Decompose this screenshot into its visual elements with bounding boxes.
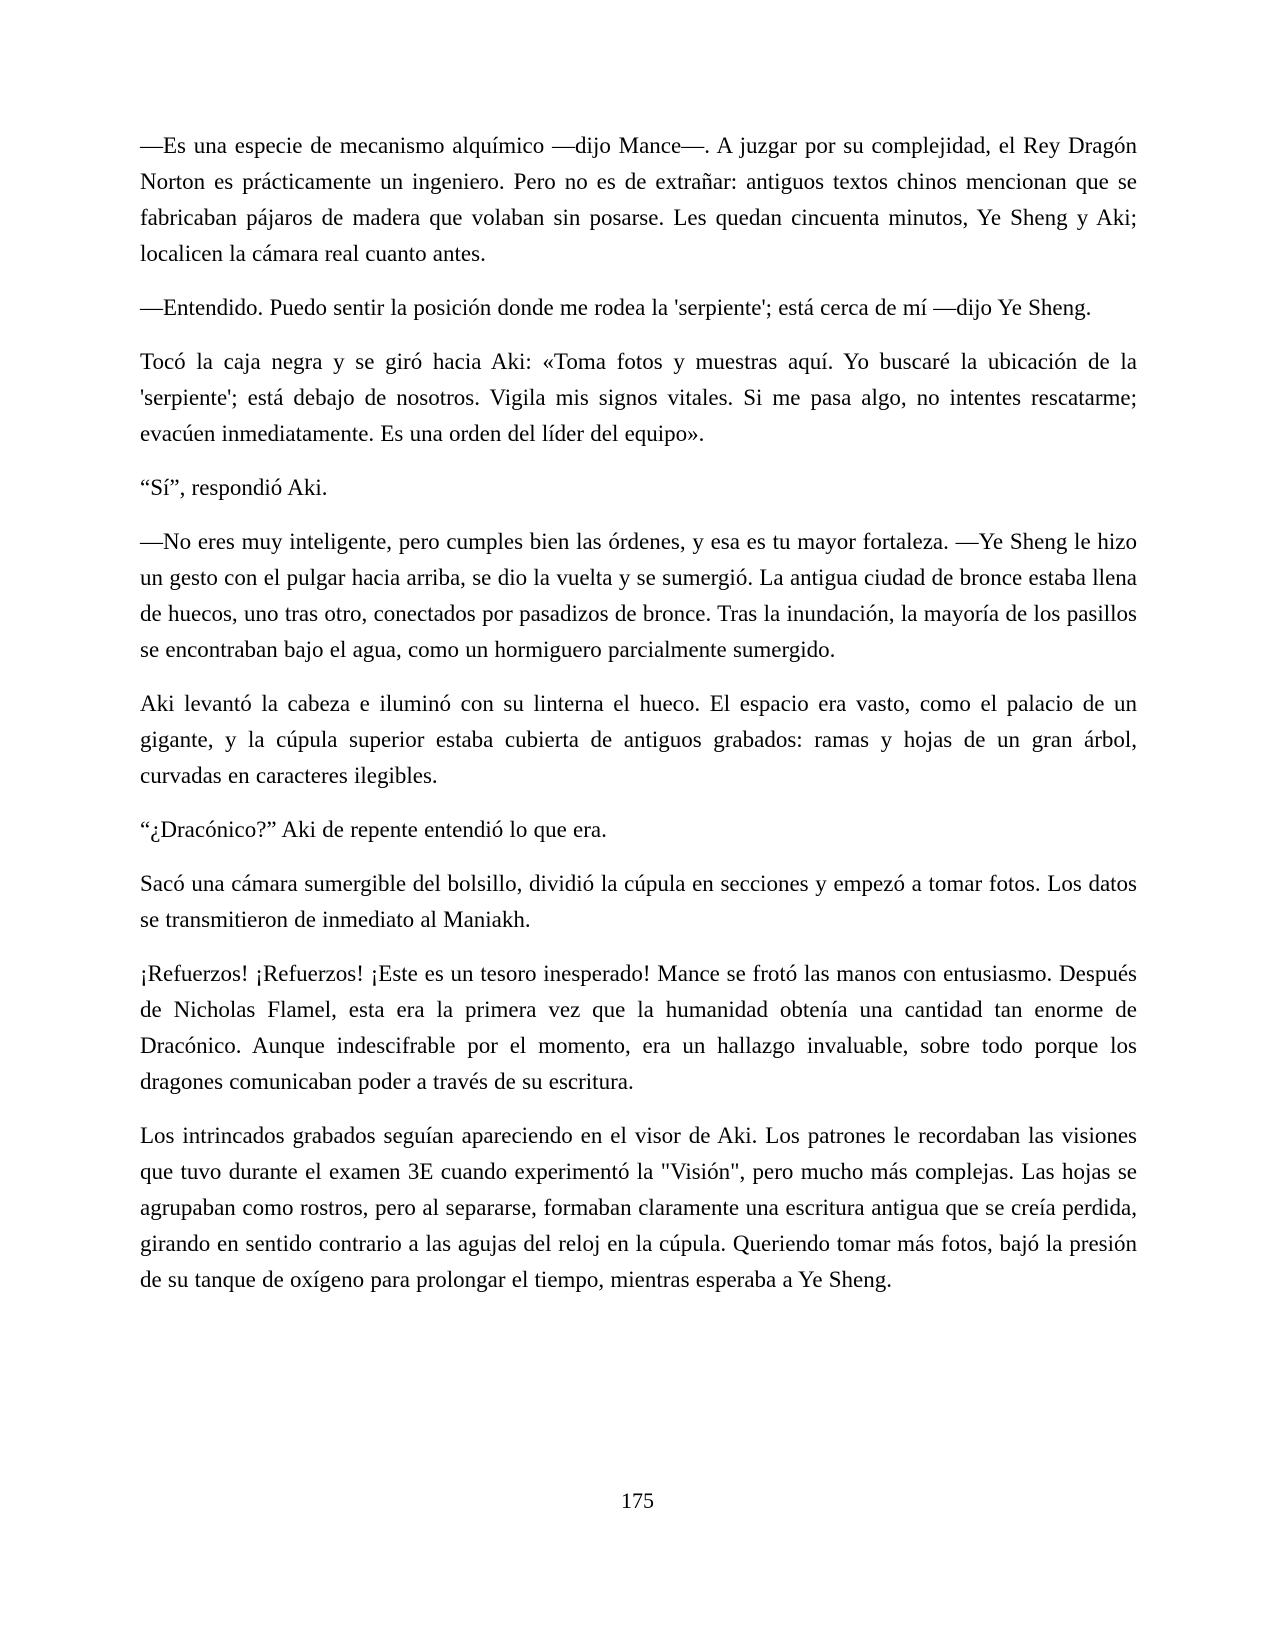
- paragraph: —Es una especie de mecanismo alquímico —dijo Mance—. A juzgar por su complejidad, el Rey Dragón Norton es prácticamente un ingeniero. Pero no es de extrañar: antiguos textos chinos mencionan que se fabricaban pájaros de madera que volaban sin posarse. Les quedan cincuenta minutos, Ye Sheng y Aki; localicen la cámara real cuanto antes.: [140, 133, 1137, 266]
- page-number: 175: [621, 1488, 654, 1513]
- paragraph: Aki levantó la cabeza e iluminó con su linterna el hueco. El espacio era vasto, como el palacio de un gigante, y la cúpula superior estaba cubierta de antiguos grabados: ramas y hojas de un gran árbol, curvadas en caracteres ilegibles.: [140, 691, 1137, 788]
- paragraph: —No eres muy inteligente, pero cumples bien las órdenes, y esa es tu mayor fortaleza. —Ye Sheng le hizo un gesto con el pulgar hacia arriba, se dio la vuelta y se sumergió. La antigua ciudad de bronce estaba llena de huecos, uno tras otro, conectados por pasadizos de bronce. Tras la inundación, la mayoría de los pasillos se encontraban bajo el agua, como un hormiguero parcialmente sumergido.: [140, 529, 1137, 662]
- paragraph: —Entendido. Puedo sentir la posición donde me rodea la 'serpiente'; está cerca de mí —dijo Ye Sheng.: [140, 295, 1092, 320]
- paragraph: Sacó una cámara sumergible del bolsillo, dividió la cúpula en secciones y empezó a tomar fotos. Los datos se transmitieron de inmediato al Maniakh.: [140, 871, 1137, 932]
- paragraph: “¿Dracónico?” Aki de repente entendió lo que era.: [140, 817, 607, 842]
- paragraph: Los intrincados grabados seguían apareciendo en el visor de Aki. Los patrones le recordaban las visiones que tuvo durante el examen 3E cuando experimentó la "Visión", pero mucho más complejas. Las hojas se agrupaban como rostros, pero al separarse, formaban claramente una escritura antigua que se creía perdida, girando en sentido contrario a las agujas del reloj en la cúpula. Queriendo tomar más fotos, bajó la presión de su tanque de oxígeno para prolongar el tiempo, mientras esperaba a Ye Sheng.: [140, 1123, 1137, 1292]
- paragraph: “Sí”, respondió Aki.: [140, 475, 328, 500]
- paragraph: ¡Refuerzos! ¡Refuerzos! ¡Este es un tesoro inesperado! Mance se frotó las manos con entusiasmo. Después de Nicholas Flamel, esta era la primera vez que la humanidad obtenía una cantidad tan enorme de Dracónico. Aunque indescifrable por el momento, era un hallazgo invaluable, sobre todo porque los dragones comunicaban poder a través de su escritura.: [140, 961, 1137, 1094]
- page-text-block: [140, 128, 1137, 1316]
- paragraph: Tocó la caja negra y se giró hacia Aki: «Toma fotos y muestras aquí. Yo buscaré la ubicación de la 'serpiente'; está debajo de nosotros. Vigila mis signos vitales. Si me pasa algo, no intentes rescatarme; evacúen inmediatamente. Es una orden del líder del equipo».: [140, 349, 1137, 446]
